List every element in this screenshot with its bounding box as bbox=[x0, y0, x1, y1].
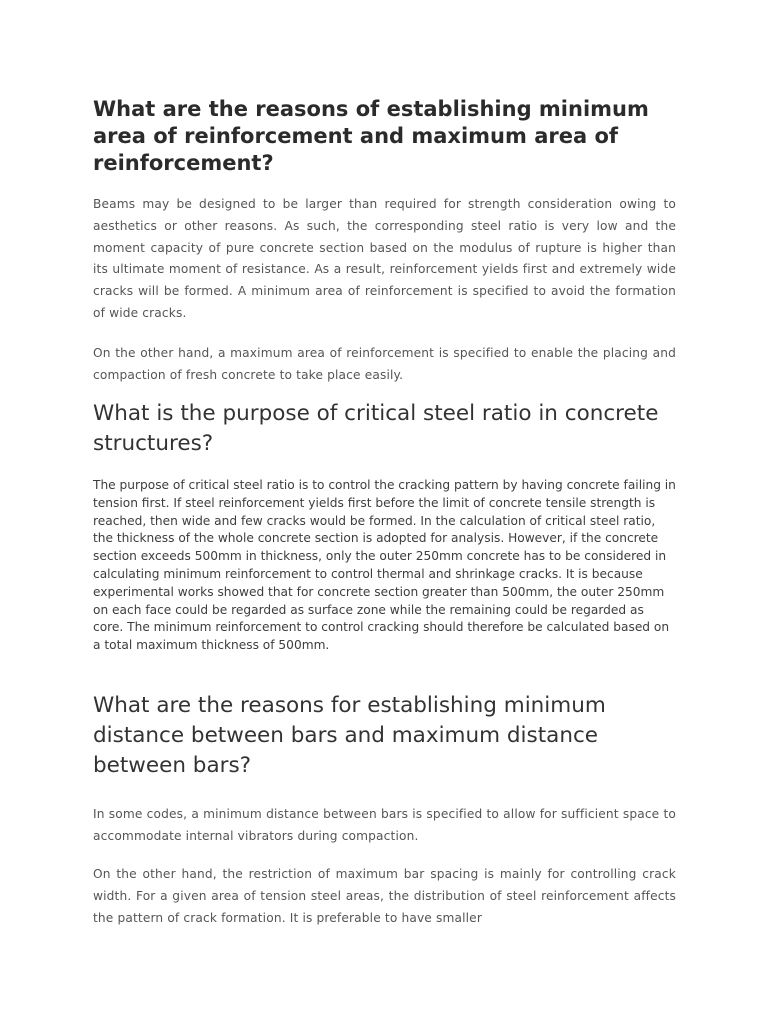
paragraph-minimum-reinforcement: Beams may be designed to be larger than required for strength consideration owing to aesthetics or other reasons. As such, the corresponding steel ratio is very low and the moment capacity of pure concrete section based on the modulus of rupture is higher than its ultimate moment of resistance. As a result, reinforcement yields first and extremely wide cracks will be formed. A minimum area of reinforcement is specified to avoid the formation of wide cracks. bbox=[93, 197, 676, 320]
paragraph-minimum-bar-distance: In some codes, a minimum distance between bars is specified to allow for sufficient space to accommodate internal vibrators during compaction. bbox=[93, 807, 676, 843]
heading-bar-spacing: What are the reasons for establishing minimum distance between bars and maximum distance between bars? bbox=[93, 693, 606, 778]
paragraph-maximum-reinforcement: On the other hand, a maximum area of reinforcement is specified to enable the placing and compaction of fresh concrete to take place easily. bbox=[93, 346, 676, 382]
heading-minimum-maximum-reinforcement: What are the reasons of establishing minimum area of reinforcement and maximum area of reinforcement? bbox=[93, 97, 649, 175]
heading-critical-steel-ratio: What is the purpose of critical steel ratio in concrete structures? bbox=[93, 401, 659, 456]
paragraph-critical-steel-ratio: The purpose of critical steel ratio is to control the cracking pattern by having concrete failing in tension first. If steel reinforcement yields first before the limit of concrete tensile strength is reached, then wide and few cracks would be formed. In the calculation of critical steel ratio, the thickness of the whole concrete section is adopted for analysis. However, if the concrete section exceeds 500mm in thickness, only the outer 250mm concrete has to be considered in calculating minimum reinforcement to control thermal and shrinkage cracks. It is because experimental works showed that for concrete section greater than 500mm, the outer 250mm on each face could be regarded as surface zone while the remaining could be regarded as core. The minimum reinforcement to control cracking should therefore be calculated based on a total maximum thickness of 500mm. bbox=[93, 478, 676, 653]
paragraph-maximum-bar-spacing: On the other hand, the restriction of maximum bar spacing is mainly for controlling crack width. For a given area of tension steel areas, the distribution of steel reinforcement affects the pattern of crack formation. It is preferable to have smaller bbox=[93, 867, 676, 925]
